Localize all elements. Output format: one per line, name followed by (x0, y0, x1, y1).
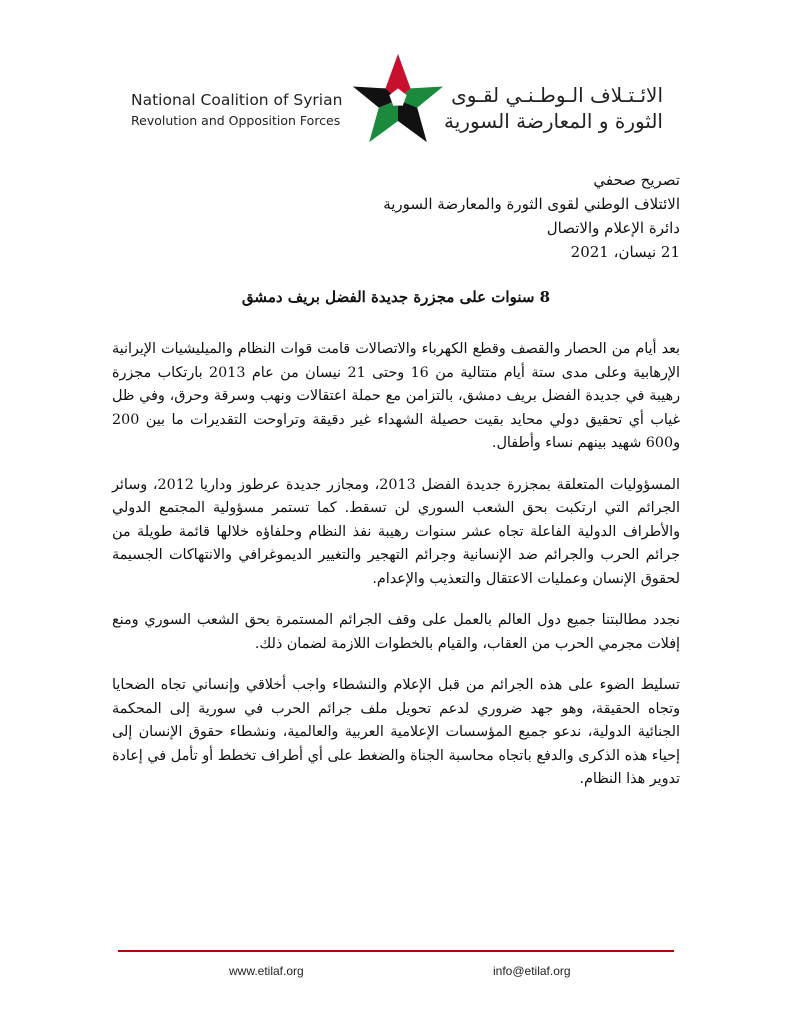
paragraph: المسؤوليات المتعلقة بمجزرة جديدة الفضل 2013، ومجازر جديدة عرطوز وداريا 2012، وسائر الجرائم التي ارتكبت بحق الشعب السوري لن تسقط. كما تستمر مسؤولية المجتمع الدولي والأطراف الدولية الفاعلة تجاه عشر سنوات رهيبة نفذ النظام وحلفاؤه خلالها قائمة طويلة من جرائم الحرب والجرائم ضد الإنسانية وجرائم التهجير والتغيير الديموغرافي والانتهاكات الجسيمة لحقوق الإنسان وعمليات الاعتقال والتعذيب والإعدام. (112, 476, 680, 587)
release-date: 21 نيسان، 2021 (570, 243, 680, 261)
coalition-star-logo (350, 50, 446, 146)
paragraph: نجدد مطالبتنا جميع دول العالم بالعمل على وقف الجرائم المستمرة بحق الشعب السوري ومنع إفلات مجرمي الحرب من العقاب، والقيام بالخطوات اللازمة لضمان ذلك. (112, 612, 680, 652)
logo-english-line2: Revolution and Opposition Forces (131, 113, 341, 128)
logo-segment-green-left (369, 100, 398, 142)
press-release-label: تصريح صحفي (593, 171, 680, 189)
organization-name: الائتلاف الوطني لقوى الثورة والمعارضة السورية (383, 195, 680, 213)
logo-segment-black-right (398, 100, 427, 142)
footer-email-link[interactable]: info@etilaf.org (493, 964, 571, 978)
logo-english-line1: National Coalition of Syrian (131, 91, 343, 109)
footer-divider (118, 950, 674, 952)
logo-arabic-line2: الثورة و المعارضة السورية (444, 109, 663, 133)
paragraph: بعد أيام من الحصار والقصف وقطع الكهرباء والاتصالات قامت قوات النظام والميليشيات الإيرانية الإرهابية وعلى مدى ستة أيام متتالية من 16 وحتى 21 نيسان من عام 2013 بارتكاب مجزرة رهيبة في جديدة الفضل بريف دمشق، بالتزامن مع حملة اعتقالات ونهب وسرقة وحرق، وفي ظل غياب أي تحقيق دولي محايد بقيت حصيلة الشهداء غير دقيقة وتراوحت التقديرات ما بين 200 و600 شهيد بينهم نساء وأطفال. (112, 341, 680, 451)
press-header (280, 168, 680, 264)
document-title: 8 سنوات على مجزرة جديدة الفضل بريف دمشق (241, 288, 551, 306)
logo-english (131, 90, 346, 130)
department-name: دائرة الإعلام والاتصال (546, 219, 680, 237)
logo-arabic-line1: الائـتـلاف الـوطـنـي لقـوى (451, 83, 663, 107)
document-body (112, 338, 680, 810)
footer-website-link[interactable]: www.etilaf.org (229, 964, 304, 978)
paragraph: تسليط الضوء على هذه الجرائم من قبل الإعلام والنشطاء واجب أخلاقي وإنساني تجاه الضحايا وتجاه الحقيقة، وهو جهد ضروري لدعم تحويل ملف جرائم الحرب في سورية إلى المحكمة الجنائية الدولية، ندعو جميع المؤسسات الإعلامية العربية والعالمية، ونشطاء حقوق الإنسان إلى إحياء هذه الذكرى والدفع باتجاه محاسبة الجناة والضغط على أي أطراف تخطط أو تأمل في إعادة تدوير هذا النظام. (112, 677, 680, 787)
logo-arabic (444, 82, 663, 134)
